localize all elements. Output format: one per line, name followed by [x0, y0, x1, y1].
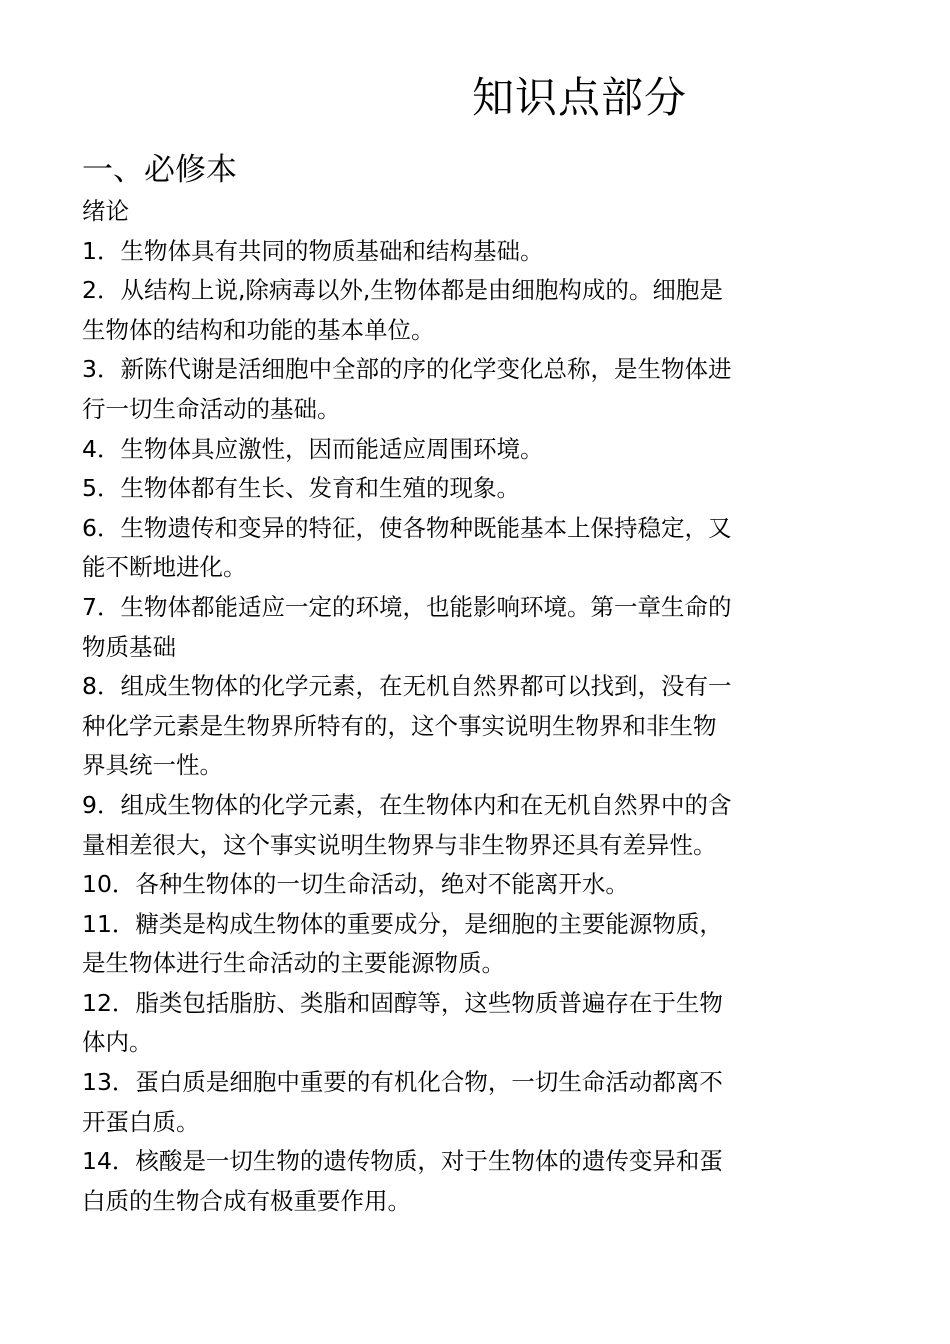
text-line: 5．生物体都有生长、发育和生殖的现象。 [82, 474, 520, 503]
text-line: 2．从结构上说,除病毒以外,生物体都是由细胞构成的。细胞是 [82, 276, 723, 305]
text-line: 4．生物体具应激性，因而能适应周围环境。 [82, 434, 544, 463]
text-line: 是生物体进行生命活动的主要能源物质。 [82, 949, 505, 978]
text-line: 体内。 [82, 1028, 153, 1057]
text-line: 6．生物遗传和变异的特征，使各物种既能基本上保持稳定，又 [82, 513, 732, 542]
text-line: 生物体的结构和功能的基本单位。 [82, 315, 435, 344]
text-line: 能不断地进化。 [82, 553, 247, 582]
text-line: 13．蛋白质是细胞中重要的有机化合物，一切生命活动都离不 [82, 1068, 723, 1097]
document-body [82, 192, 862, 1221]
text-line: 开蛋白质。 [82, 1107, 200, 1136]
text-line: 14．核酸是一切生物的遗传物质，对于生物体的遗传变异和蛋 [82, 1147, 723, 1176]
chapter-heading: 绪论 [82, 197, 129, 225]
text-line: 9．组成生物体的化学元素，在生物体内和在无机自然界中的含 [82, 790, 732, 819]
text-line: 种化学元素是生物界所特有的，这个事实说明生物界和非生物 [82, 711, 717, 740]
text-line: 7．生物体都能适应一定的环境，也能影响环境。第一章生命的 [82, 592, 732, 621]
text-line: 行一切生命活动的基础。 [82, 394, 341, 423]
text-line: 10．各种生物体的一切生命活动，绝对不能离开水。 [82, 870, 629, 899]
text-line: 界具统一性。 [82, 751, 223, 780]
text-line: 物质基础 [82, 632, 176, 661]
text-line: 3．新陈代谢是活细胞中全部的序的化学变化总称，是生物体进 [82, 355, 732, 384]
text-line: 12．脂类包括脂肪、类脂和固醇等，这些物质普遍存在于生物 [82, 988, 723, 1017]
text-line: 8．组成生物体的化学元素，在无机自然界都可以找到，没有一 [82, 672, 732, 701]
text-line: 1．生物体具有共同的物质基础和结构基础。 [82, 236, 544, 265]
page-title: 知识点部分 [472, 73, 688, 122]
section-heading: 一、必修本 [82, 152, 237, 188]
text-line: 量相差很大，这个事实说明生物界与非生物界还具有差异性。 [82, 830, 717, 859]
text-line: 11．糖类是构成生物体的重要成分，是细胞的主要能源物质， [82, 909, 723, 938]
text-line: 白质的生物合成有极重要作用。 [82, 1186, 411, 1215]
